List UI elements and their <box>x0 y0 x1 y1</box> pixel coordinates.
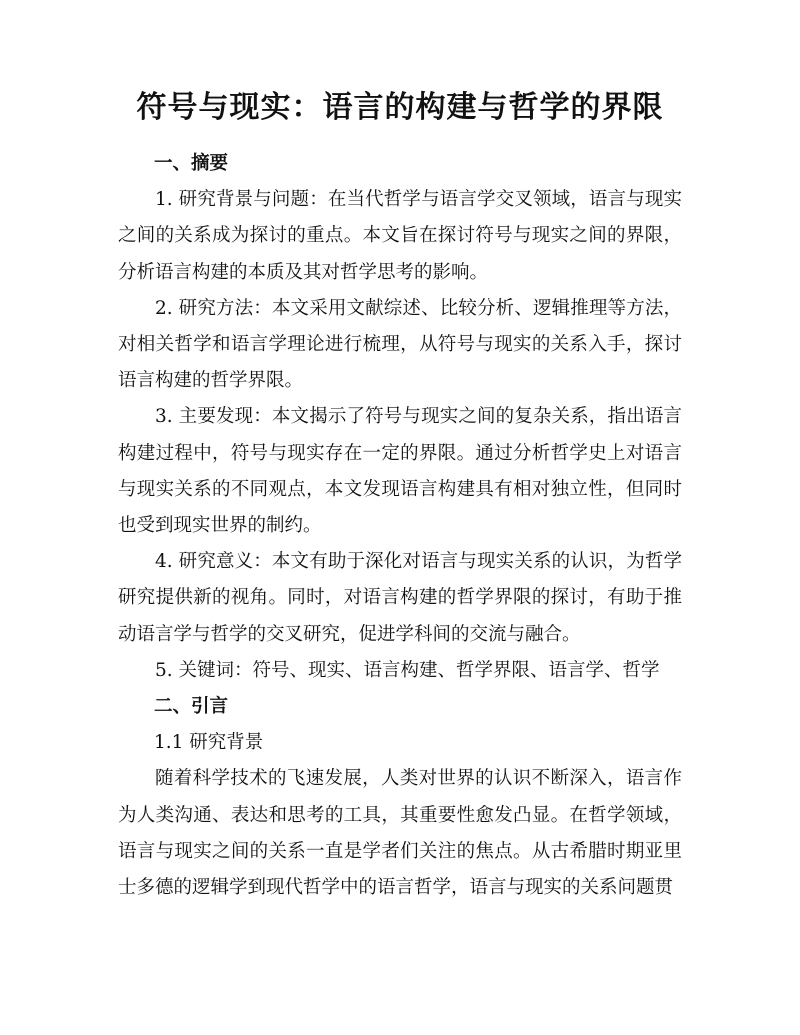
intro-paragraph: 随着科学技术的飞速发展，人类对世界的认识不断深入，语言作为人类沟通、表达和思考的工具，其重要性愈发凸显。在哲学领域，语言与现实之间的关系一直是学者们关注的焦点。从古希腊时期亚里士多德的逻辑学到现代哲学中的语言哲学，语言与现实的关系问题贯 <box>118 768 682 899</box>
abstract-item-4: 4. 研究意义：本文有助于深化对语言与现实关系的认识，为哲学研究提供新的视角。同时，对语言构建的哲学界限的探讨，有助于推动语言学与哲学的交叉研究，促进学科间的交流与融合。 <box>118 551 682 645</box>
document-title: 符号与现实：语言的构建与哲学的界限 <box>136 90 664 125</box>
document-body <box>118 146 682 906</box>
intro-subheading: 1.1 研究背景 <box>154 732 264 754</box>
abstract-item-1: 1. 研究背景与问题：在当代哲学与语言学交叉领域，语言与现实之间的关系成为探讨的重点。本文旨在探讨符号与现实之间的界限，分析语言构建的本质及其对哲学思考的影响。 <box>118 189 682 283</box>
abstract-heading: 一、摘要 <box>154 153 229 174</box>
abstract-item-5: 5. 关键词：符号、现实、语言构建、哲学界限、语言学、哲学 <box>155 659 660 681</box>
intro-heading: 二、引言 <box>154 696 229 718</box>
abstract-item-2: 2. 研究方法：本文采用文献综述、比较分析、逻辑推理等方法，对相关哲学和语言学理论进行梳理，从符号与现实的关系入手，探讨语言构建的哲学界限。 <box>118 297 682 392</box>
abstract-item-3: 3. 主要发现：本文揭示了符号与现实之间的复杂关系，指出语言构建过程中，符号与现实存在一定的界限。通过分析哲学史上对语言与现实关系的不同观点，本文发现语言构建具有相对独立性，但同时也受到现实世界的制约。 <box>118 406 682 537</box>
